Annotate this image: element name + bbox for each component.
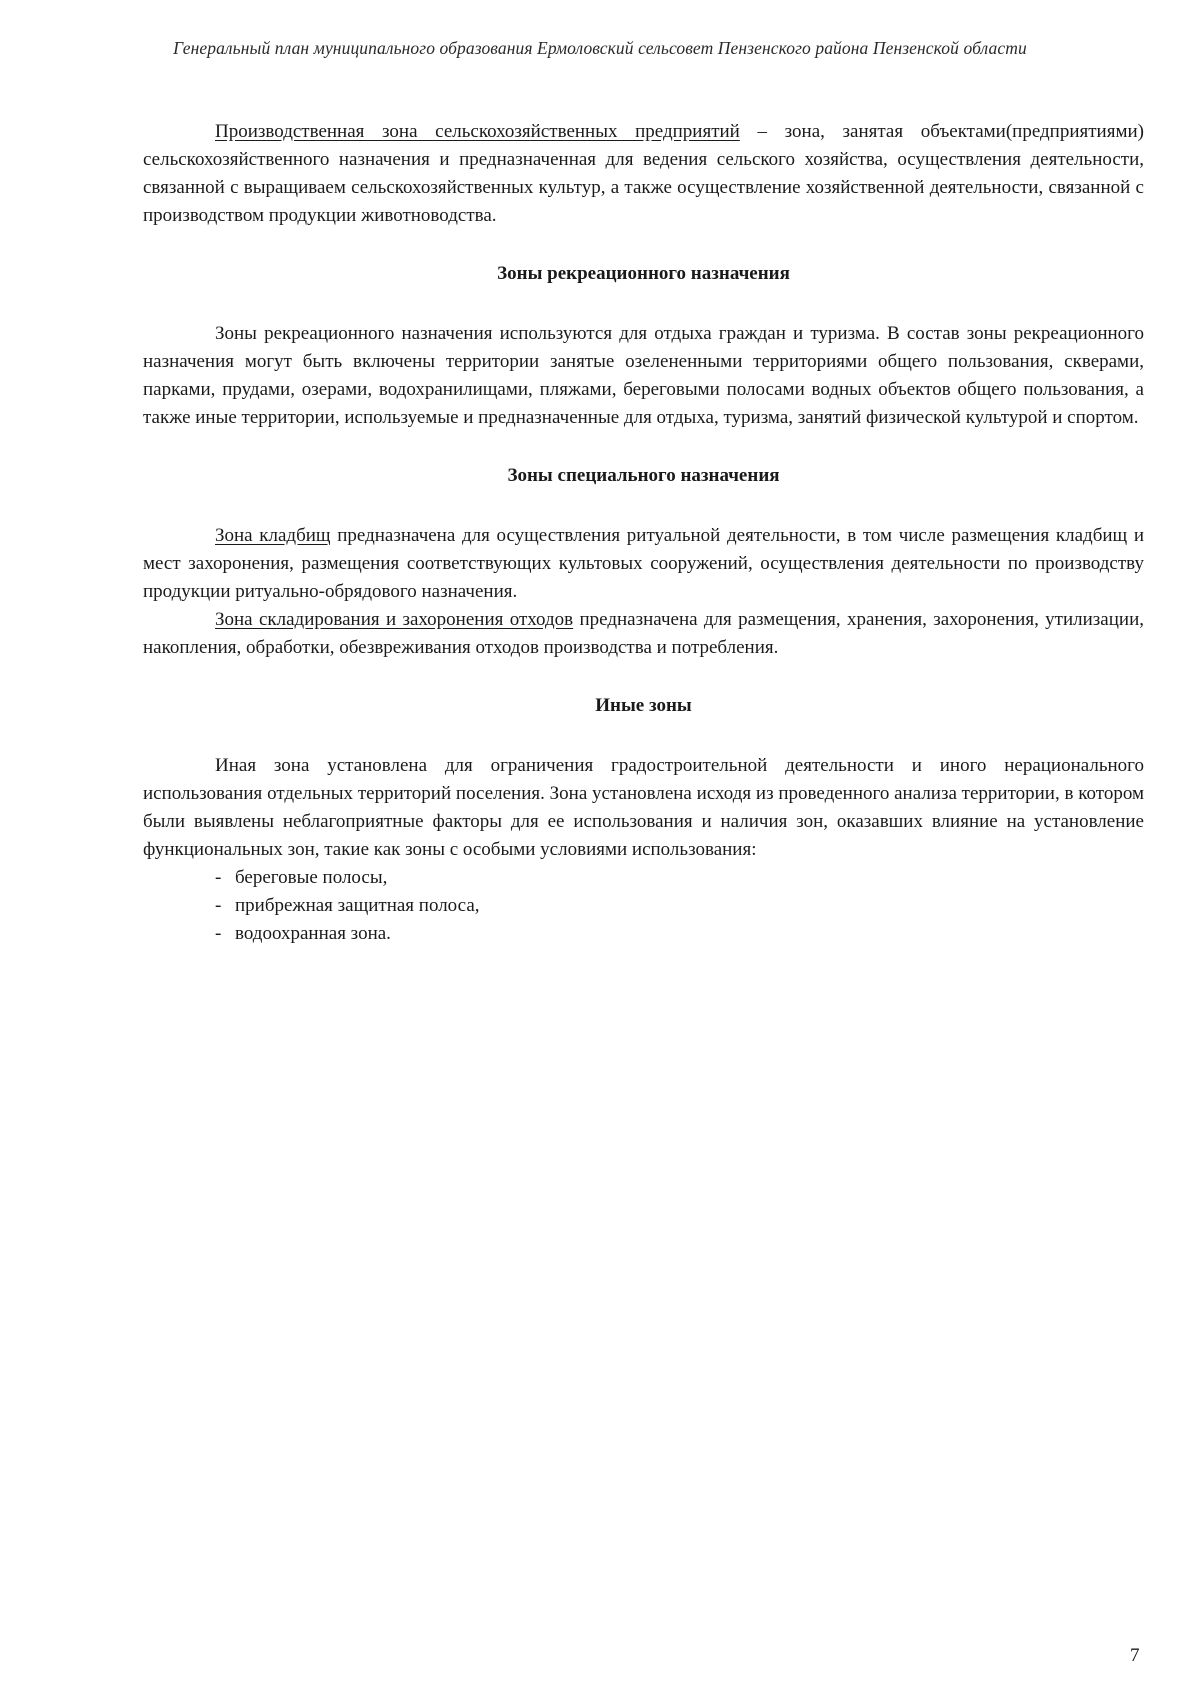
list-item-text: прибрежная защитная полоса,	[235, 895, 480, 916]
zone-list	[143, 864, 1144, 948]
agri-zone-text: – зона, занятая объектами(предприятиями) сельскохозяйственного назначения и предназначенная для ведения сельского хозяйства, осуществления деятельности, связанной с выращиваем сельскохозяйственных культур, а также осуществление хозяйственной деятельности, связанной с производством продукции животноводства.	[143, 121, 1144, 226]
list-item-text: водоохранная зона.	[235, 923, 391, 944]
page-number: 7	[1130, 1645, 1140, 1666]
cemetery-term: Зона кладбищ	[215, 525, 331, 546]
special-heading: Зоны специального назначения	[507, 465, 780, 486]
waste-term: Зона складирования и захоронения отходов	[215, 609, 574, 630]
list-marker: -	[215, 895, 222, 916]
document-body	[143, 118, 1144, 948]
waste-text: предназначена для размещения, хранения, захоронения, утилизации, накопления, обработки, обезвреживания отходов производства и потребления.	[143, 609, 1144, 658]
cemetery-paragraph	[143, 522, 1144, 606]
list-marker: -	[215, 923, 222, 944]
other-paragraph: Иная зона установлена для ограничения градостроительной деятельности и иного нерационального использования отдельных территорий поселения. Зона установлена исходя из проведенного анализа территории, в котором были выявлены неблагоприятные факторы для ее использования и наличия зон, оказавших влияние на установление функциональных зон, такие как зоны с особыми условиями использования:	[143, 755, 1144, 860]
agri-zone-term: Производственная зона сельскохозяйственных предприятий	[215, 121, 740, 142]
list-item	[215, 892, 1144, 920]
list-marker: -	[215, 867, 222, 888]
recreation-heading: Зоны рекреационного назначения	[497, 263, 790, 284]
list-item	[215, 920, 1144, 948]
list-item	[215, 864, 1144, 892]
agri-zone-paragraph	[143, 118, 1144, 230]
other-heading: Иные зоны	[595, 695, 692, 716]
waste-paragraph	[143, 606, 1144, 662]
page-header: Генеральный план муниципального образования Ермоловский сельсовет Пензенского района Пензенской области	[173, 38, 1027, 58]
list-item-text: береговые полосы,	[235, 867, 388, 888]
recreation-paragraph: Зоны рекреационного назначения используются для отдыха граждан и туризма. В состав зоны рекреационного назначения могут быть включены территории занятые озелененными территориями общего пользования, скверами, парками, прудами, озерами, водохранилищами, пляжами, береговыми полосами водных объектов общего пользования, а также иные территории, используемые и предназначенные для отдыха, туризма, занятий физической культурой и спортом.	[143, 323, 1144, 428]
cemetery-text: предназначена для осуществления ритуальной деятельности, в том числе размещения кладбищ и мест захоронения, размещения соответствующих культовых сооружений, осуществления деятельности по производству продукции ритуально-обрядового назначения.	[143, 525, 1144, 602]
